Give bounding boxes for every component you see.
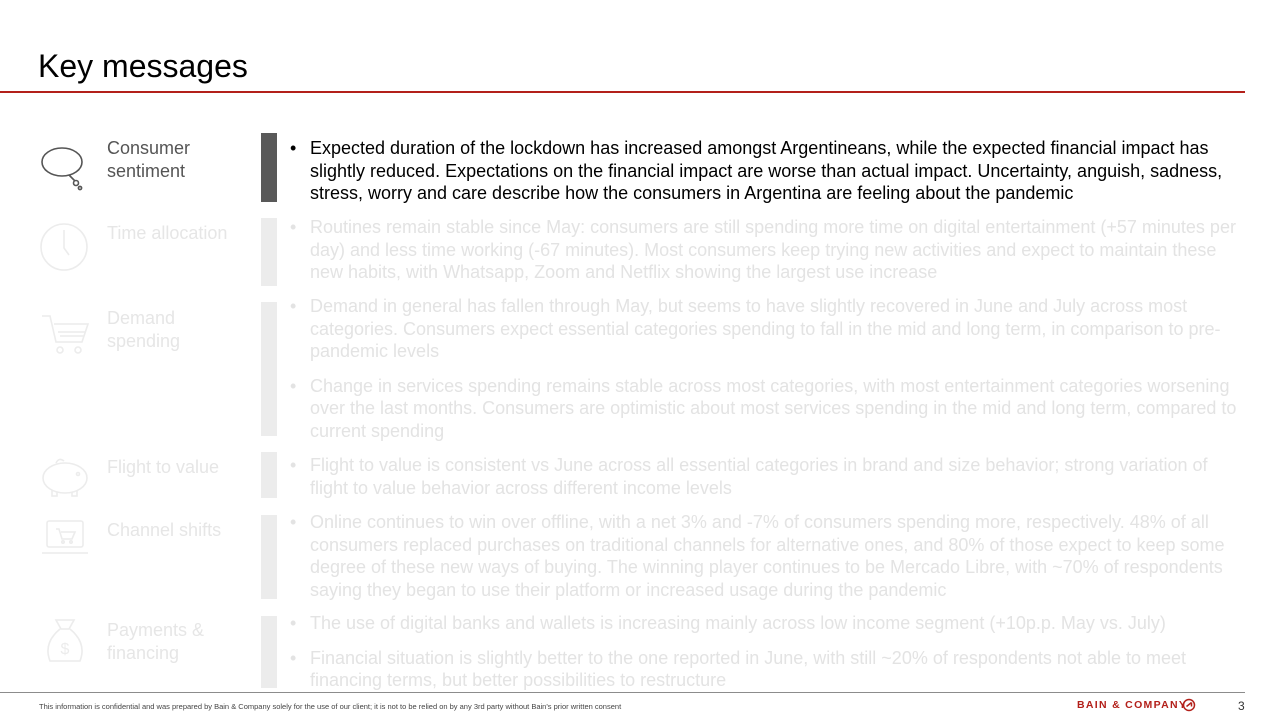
bullet-item: • The use of digital banks and wallets is increasing mainly across low income segment (+10p.p. May vs. July) <box>290 612 1245 635</box>
bullet-list <box>290 137 1245 217</box>
bullet-item: • Financial situation is slightly better to the one reported in June, with still ~20% of respondents not able to meet financing terms, but better possibilities to restructure <box>290 647 1245 692</box>
section-indicator-bar <box>261 133 277 202</box>
page-number: 3 <box>1238 699 1245 713</box>
page-title: Key messages <box>38 48 248 84</box>
title-divider <box>0 91 1245 93</box>
section-indicator-bar <box>261 302 277 436</box>
section-label: Payments & financing <box>107 620 205 663</box>
bullet-list <box>290 612 1245 704</box>
confidentiality-disclaimer: This information is confidential and was prepared by Bain & Company solely for the use of our client; it is not to be relied on by any 3rd party without Bain's prior written consent <box>39 702 622 711</box>
section-indicator-bar <box>261 218 277 286</box>
bullet-item: • Change in services spending remains stable across most categories, with most entertainment categories worsening over the last months. Consumers are optimistic about most services spending in the mid and long term, compared to current spending <box>290 375 1245 443</box>
bullet-item: • Expected duration of the lockdown has increased amongst Argentineans, while the expected financial impact has slightly reduced. Expectations on the financial impact are worse than actual impact. Uncertainty, anguish, sadness, stress, worry and care describe how the consumers in Argentina are feeling about the pandemic <box>290 137 1245 205</box>
section-label: Flight to value <box>107 457 220 477</box>
bullet-list <box>290 216 1245 296</box>
section-indicator-bar <box>261 452 277 498</box>
svg-text:$: $ <box>60 641 70 658</box>
laptop-cart-icon <box>38 515 92 569</box>
bullet-item: • Online continues to win over offline, with a net 3% and -7% of consumers spending more, respectively. 48% of all consumers replaced purchases on traditional channels for alternative ones, and 80% of those expect to keep some degree of these new ways of buying. The winning player continues to be Mercado Libre, with ~70% of respondents saying they began to use their platform or increased usage during the pandemic <box>290 511 1245 601</box>
money-bag-icon <box>38 616 92 670</box>
bullet-item: • Demand in general has fallen through May, but seems to have slightly recovered in June and July across most categories. Consumers expect essential categories spending to fall in the mid and long term, in comparison to pre-pandemic levels <box>290 295 1245 363</box>
bullet-list <box>290 454 1245 511</box>
section-label: Time allocation <box>107 223 228 243</box>
section-label: Demand spending <box>107 308 181 351</box>
section-indicator-bar <box>261 616 277 688</box>
shopping-cart-icon <box>38 308 92 362</box>
clock-icon <box>38 220 92 274</box>
piggy-bank-icon <box>38 452 92 506</box>
section-label: Channel shifts <box>107 520 222 540</box>
bullet-list <box>290 511 1245 613</box>
footer-divider <box>0 692 1245 693</box>
bullet-list <box>290 295 1245 454</box>
speech-bubble-icon <box>38 139 92 193</box>
brand-logo-text: BAIN & COMPANY <box>1077 699 1188 711</box>
section-indicator-bar <box>261 515 277 599</box>
bullet-item: • Routines remain stable since May: consumers are still spending more time on digital entertainment (+57 minutes per day) and less time working (-67 minutes). Most consumers keep trying new activities and expect to maintain these new habits, with Whatsapp, Zoom and Netflix showing the largest use increase <box>290 216 1245 284</box>
brand-logo-icon <box>1182 698 1196 712</box>
bullet-item: • Flight to value is consistent vs June across all essential categories in brand and size behavior; strong variation of flight to value behavior across different income levels <box>290 454 1245 499</box>
section-label: Consumer sentiment <box>107 138 191 181</box>
